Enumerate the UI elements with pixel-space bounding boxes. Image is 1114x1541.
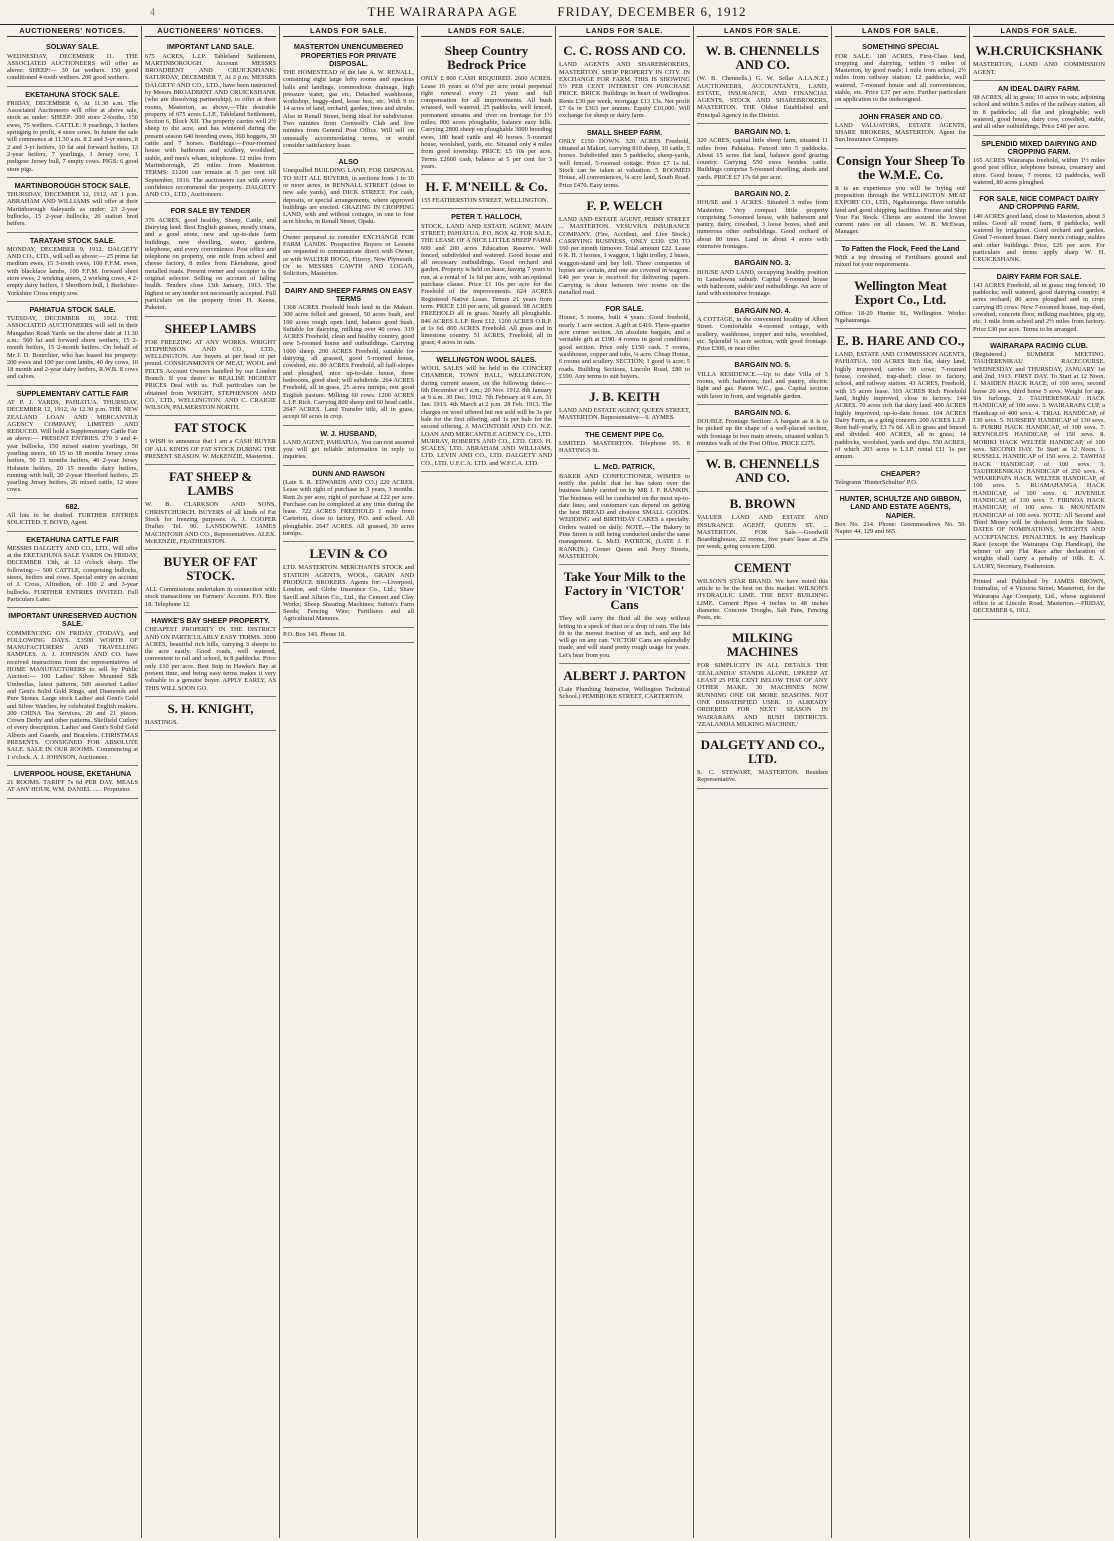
advertisement	[835, 109, 966, 149]
ad-title: WELLINGTON WOOL SALES.	[436, 354, 537, 364]
ad-body: LAND VALUATORS, ESTATE AGENTS, SHARE BROKERS, MASTERTON. Agent for Sun Insurance Company.	[835, 121, 966, 144]
ad-title: BARGAIN NO. 1.	[734, 127, 791, 137]
ad-body: All lots to be drafted. FURTHER ENTRIES SOLICITED. T. BOYD, Agent.	[7, 511, 138, 527]
advertisement	[697, 405, 828, 452]
ad-body: A COTTAGE, in the convenient locality of Albert Street. Comfortable 4-roomed cottage, with scullery, washhouse, copper and tubs, woodshed, etc. Splendid ¼ acre section, with good frontage. Price £300, or near offer.	[697, 315, 828, 353]
ad-body: (Registered.) SUMMER MEETING. TAUHERENIKAU RACECOURSE. WEDNESDAY and THURSDAY, JANUARY 1st and 2nd, 1913. FIRST DAY. To Start at 12 Noon. 1. MAIDEN HACK RACE, of 100 sovs, second horse 20 sovs, third horse 5 sovs. Weight for age. Six furlongs. 2. TAUHERENIKAU HACK HANDICAP, of 100 sovs. 3. WAIRARAPA CUP, a Handicap of 400 sovs. 4. TRIAL HANDICAP, of 130 sovs. 5. NURSERY HANDICAP of 130 sovs. 6. PURIRI HACK HANDICAP, of 100 sovs. 7. REYNOLD'S HANDICAP, of 150 sovs. 8. MORIKI HACK WELTER HANDICAP, of 100 sovs. SECOND DAY. To Start at 12 Noon. 1. RUSSELL HANDICAP of 150 sovs. 2. TAWHAI HACK HANDICAP, of 100 sovs. 3. TAUHERENIKAU HANDICAP of 250 sovs. 4. WHAREPAPA HACK WELTER HANDICAP, of 100 sovs. 5. RUAMAHANGA HACK HANDICAP, of 100 sovs. 6. JUVENILE HANDICAP, of 130 sovs. 7. FIRINOA HACK HANDICAP, of 100 sovs. 8. MOUNTAIN HANDICAP of 100 sovs. NOTE: All Second and Third Money will be deducted from the Stakes. DATES OF NOMINATIONS, WEIGHTS AND ACCEPTANCES. PENALTIES. In any Handicap Race (except the Wairarapa Cup Handicap), the winner of any Flat Race after declaration of weights shall carry a penalty of 10lb. E. A. LAURY, Secretary, Featherston.	[973, 351, 1105, 570]
ad-body: 675 ACRES, L.I.P. Tableland Settlement, MARTINBOROUGH. Account MESSRS BROADBENT AND CRUICKSHANK: SATURDAY, DECEMBER 7, At 2 p.m. MESSRS DALGETY AND CO., LTD., have been instructed by Messrs BROADBENT AND CRUICKSHANK (who are dissolving partnership), to offer at their rooms, Masterton, as above,—This desirable property of 675 acres L.I.P., Tableland Settlement, Section 6, Block XII. The property carries well 2½ sheep to the acre, and has wintered during the present season 640 breeding ewes, 360 hoggets, 30 cattle and 7 horses. Buildings:—Four-roomed house with bathroom and scullery, woolshed, stable, and men's whare, telephone. 12 miles from Martinborough, 25 miles from Masterton. TERMS: £1200 can remain at 5 per cent till September, 1916. The auctioneers can with every confidence recommend the property. DALGETY AND CO., LTD., Auctioneers.	[145, 52, 276, 199]
ad-body: Printed and Published by JAMES BROWN, Journalist, of 4 Victoria Street, Masterton, for the Wairarapa Age Company, Ltd., whose registered office is at Lincoln Road, Masterton.—FRIDAY, DECEMBER 6, 1912.	[973, 578, 1105, 615]
advertisement	[697, 255, 828, 302]
ad-body: S. C. STEWART, MASTERTON. Resident Representative.	[697, 769, 828, 784]
ad-body: 21 ROOMS. TARIFF 7s 6d PER DAY. MEALS AT ANY HOUR. WM. DANIEL ...... Proprietor.	[7, 779, 138, 794]
ad-body: VILLA RESIDENCE.—Up to date Villa of 5 rooms, with bathroom, fuel and pantry, electric light and gas. Patent W.C., gas. Capital section with lawn in front, and vegetable garden.	[697, 370, 828, 400]
ad-body: (Late Plumbing Instructor, Wellington Technical School.) PEMBROKE STREET, CARTERTON.	[559, 686, 690, 701]
advertisement	[559, 565, 690, 664]
issue-date: FRIDAY, DECEMBER 6, 1912	[557, 4, 747, 19]
ad-body: P.O. Box 143. Phone 18.	[283, 630, 346, 638]
advertisement	[697, 626, 828, 733]
advertisement	[421, 352, 552, 472]
ad-body: HOUSE and 1 ACRES: Situated 3 miles from Masterton. Very compact little property comprising 5-roomed house, with bathroom and pantry, dairy, cowshed, 3 loose boxes, shed and numerous other outbuildings. Good orchard of about 80 trees. Land in about 4 acres with extensive frontages.	[697, 199, 828, 251]
column-header: LANDS FOR SALE.	[835, 26, 966, 37]
column-3	[280, 26, 418, 1538]
ad-body: AT P. J. YARDS, PAHIATUA. THURSDAY, DECEMBER 12, 1912, At 12.30 p.m. THE NEW ZEALAND LOAN AND MERCANTILE AGENCY COMPANY, LIMITED AND REDUCED. Will hold a Supplementary Cattle Fair as above:— PRESENT ENTRIES. 270 3 and 4-year bullocks, 150 mixed station yearlings, 50 yearling steers, 60 15 to 18 months Jersey cross heifers, 50 15 months heifers, 40 2-year Jersey Holstein heifers, 20 15 months dairy heifers, running with bull, 20 2-year Hereford heifers, 25 yearling Jersey heifers, 26 mixed cattle, 12 store cows.	[7, 398, 138, 494]
advertisement	[7, 39, 138, 86]
advertisement	[7, 386, 138, 499]
advertisement	[697, 733, 828, 789]
ad-title: FAT STOCK	[174, 420, 247, 436]
ad-title: S. H. KNIGHT,	[167, 700, 254, 716]
ad-body: LIMITED. MASTERTON. Telephone 95. 8 HASTINGS St.	[559, 439, 690, 455]
column-header: AUCTIONEERS' NOTICES.	[7, 26, 138, 37]
ad-body: LAND, ESTATE AND COMMISSION AGENTS, PAHIATUA. 100 ACRES Rich flat, dairy land, highly improved, carries 30 cows; 7-roomed house, cowshed, trap-shed; close to factory, school, and railway station. 43 ACRES, Freehold, with 15 acres lease. 103 ACRES Rich Freehold land, highly improved, close to factory. 144 ACRES. 70 acres rich flat dairy land. 400 ACRES highly improved, up-to-date house. 104 ACRES Dairy Farm, as a going concern. 200 ACRES L.I.P. Rent half-yearly, £3 7s 6d. All in grass and fenced and divided. 400 ACRES, all in grass; 14 paddocks, woolshed, yards and dips. 550 ACRES, of which 203 acres is L.I.P. rental £11 1s per annum.	[835, 351, 966, 461]
ad-body: MONDAY, DECEMBER 9, 1912. DALGETY AND CO., LTD., will sell as above:— 25 prime fat medium ewes, 15 3-tooth ewes, 100 F.F.M. ewes, with blackface lambs, 100 F.F.M. forward short store ewes, 2 working steers, 2 working cows, 4 2-empty dairy heifers, 1 Shorthorn bull, 1 Berkshire-Yorkshire Cross empty sow.	[7, 245, 138, 297]
ad-title: SPLENDID MIXED DAIRYING AND CROPPING FARM.	[981, 138, 1097, 156]
ad-body: (Late S. R. EDWARDS AND CO.) 220 ACRES. Lease with right of purchase in 3 years, 3 months. Rent 2s per acre, right of purchase at £22 per acre. Purchase can be completed at any time during the lease. 722 ACRES FREEHOLD 1 mile from Carterton, close to factory, P.O. and school. All ploughable. 2647 ACRES. All grassed, 30 acres turnips.	[283, 478, 414, 538]
advertisement	[283, 39, 414, 154]
ad-title: SUPPLEMENTARY CATTLE FAIR	[16, 388, 129, 398]
ad-title: THE CEMENT PIPE Co.	[585, 429, 664, 439]
column-header: LANDS FOR SALE.	[559, 26, 690, 37]
ad-body: Owner prepared to consider EXCHANGE FOR FARM LANDS. Prospective Buyers or Lessees are requested to communicate direct with Owner, or with WALTER HOGG, Fitzroy, New Plymouth. Or to MESSRS CAWTH AND LOGAN, Solicitors, Masterton.	[283, 233, 414, 278]
ad-title: Take Your Milk to the Factory in 'VICTOR' Cans	[563, 569, 686, 613]
advertisement	[7, 233, 138, 302]
ad-body: 98 ACRES, all in grass; 10 acres in oats; adjoining school and within 5 miles of the railway station, all in 8 paddocks; all flat and ploughable; well watered, good house, dairy cow, cowshed, stable, and all other outbuildings. Price £48 per acre.	[973, 94, 1105, 131]
ad-body: MASTERTON, LAND AND COMMISSION AGENT.	[973, 61, 1105, 76]
ad-body: HASTINGS.	[145, 718, 179, 726]
ad-title: BUYER OF FAT STOCK.	[163, 554, 258, 584]
ad-title: EKETAHUNA STOCK SALE.	[25, 89, 120, 99]
ad-title: Consign Your Sheep To the W.M.E. Co.	[836, 152, 965, 182]
ad-body: THURSDAY, DECEMBER 12, 1912, AT 1 p.m. ABRAHAM AND WILLIAMS will offer at their Martinborough Saleyards as under: 23 2-year bullocks, 15 2-year bullocks, 20 station bred heifers.	[7, 191, 138, 228]
ad-body: 1368 ACRES Freehold bush land in the Makuri. 300 acres felled and grassed, 50 acres bush, and 100 acres rough open land, balance good bush. Suitable for dairying, milking over 40 cows. 319 ACRES Freehold, clean and healthy country, good new 5-roomed house and outbuildings. Carrying 1000 sheep. 200 ACRES Freehold, suitable for dairying, all grassed, good 5-roomed house, cowshed, etc. 80 ACRES Freehold, all half-slopes and ploughed, nice up-to-date house, three bedrooms, good shed; will subdivide. 264 ACRES Freehold, all in grass, 25 acres turnips, rest good English pasture. Milking 60 cows. 1200 ACRES L.I.P. Rich. Carrying 800 sheep and 60 head cattle. 2647 ACRES. Land Transfer title, all in grass, accept 60 acres in crop.	[283, 303, 414, 421]
ad-title: BARGAIN NO. 2.	[734, 189, 791, 199]
ad-title: W. J. HUSBAND,	[320, 428, 377, 438]
column-8	[970, 26, 1108, 1538]
ad-title: HAWKE'S BAY SHEEP PROPERTY.	[151, 616, 270, 626]
column-header: LANDS FOR SALE.	[697, 26, 828, 37]
ad-body: MESSRS DALGETY AND CO., LTD., Will offer at the EKETAHUNA SALE YARDS On FRIDAY, DECEMBER 13th, at 12 o'clock sharp. The following:— 500 CATTLE, comprising bullocks, steers, heifers and cows. Special entry on account of J. Cross, Alfredton, of: 100 2 and 3-year bullocks. FURTHER ENTRIES INVITED. Full Particulars Later.	[7, 544, 138, 603]
ad-title: 682.	[65, 501, 80, 511]
advertisement	[559, 385, 690, 427]
advertisement	[835, 149, 966, 241]
ad-body: Office: 18-20 Hunter St., Wellington. Works: Ngahauranga.	[835, 309, 966, 324]
advertisement	[283, 426, 414, 466]
ad-body: 143 ACRES Freehold, all in grass; ring fenced; 10 paddocks; well watered, good dairying country; 4 acres orchard; 80 acres ploughed and in crop; carrying 85 cows. New 7-roomed house, trap-shed, cowshed, concrete floor, milking machines, pig sty, etc. 1 mile from school and 2½ miles from factory. Price £30 per acre. Terms to be arranged.	[973, 281, 1105, 333]
column-4	[418, 26, 556, 1538]
ad-body: BAKER AND CONFECTIONER, WISHES to notify the public that he has taken over the business lately carried on by MR J. F. RANKIN. The business will be conducted on the most up-to-date lines, and customers can depend on getting the best BREAD and choicest SMALL GOODS. WEDDING and BIRTHDAY CAKES a specialty. Orders waited on daily. NOTE.—The Bakery in Pine Street is still being conducted under the same management. L. McD. PATRICK, (LATE J. F. RANKIN.) Corner Queen and Perry Streets, MASTERTON.	[559, 472, 690, 560]
ad-title: F. P. WELCH	[586, 197, 663, 213]
ad-body: It is an experience you will be 'trying out' proposition through the WELLINGTON MEAT EXPORT CO., LTD., Ngahauranga. Have suitable land and good shipping facilities. Freeze and Ship Your Fat Stock. Clients are assured the lowest current rates on all classes. W. B. McEwan, Manager.	[835, 184, 966, 236]
advertisement	[283, 466, 414, 543]
ad-body: LAND AND ESTATE AGENT, QUEEN STREET, MASTERTON. Representative—S. AYMES.	[559, 407, 690, 422]
ad-title: MARTINBOROUGH STOCK SALE.	[14, 180, 131, 190]
column-header: AUCTIONEERS' NOTICES.	[145, 26, 276, 37]
advertisement	[697, 303, 828, 358]
ad-title: BARGAIN NO. 3.	[734, 258, 791, 268]
ad-title: SOLWAY SALE.	[45, 42, 100, 52]
advertisement	[697, 39, 828, 124]
ad-body: LAND AND ESTATE AGENT, PERRY STREET ... MASTERTON. VESUVIUS INSURANCE COMPANY. (Fire, Accident, and Live Stock.) CARRYING BUSINESS, ONLY £330. £50 TO £60 per month turnover. Total amount £22. Lease 6 R. H. 3 horses, 1 waggon, 1 light trolley, 2 buses, waggon-stand and bay loft. Three companies of horses are certain, and one are covered in wagons. £40 per year is received for delivering papers. Carrying is done between two towns on the metalled road.	[559, 215, 690, 296]
masthead	[0, 0, 1114, 25]
ad-body: WOOL SALES will be held in the CONCERT CHAMBER, TOWN HALL, WELLINGTON, during current season, on the following dates:— 6th December at 9 a.m.; 20 Nov. 1912. 8th January at 9 a.m. 30 Dec. 1912. 7th February at 9 a.m. 31 Jan. 1913. 4th March at 2 p.m. 28 Feb. 1913. The charges on wool offered but not sold will be 3s per bale for the first offering, and 1s per bale for the second offering. J. MACINTOSH AND CO. N.Z. LOAN AND MERCANTILE AGENCY Co., LTD. MURRAY, ROBERTS AND CO., LTD. GEO. H. SCALES, LTD. ABRAHAM AND WILLIAMS, LTD. LEVIN AND CO., LTD. DALGETY AND CO., LTD. U.F.C.A. LTD. and W.F.C.A. LTD.	[421, 364, 552, 467]
advertisement	[7, 608, 138, 766]
advertisement	[283, 154, 414, 231]
ad-body: Telegrams 'HunterSchultze' P.O.	[835, 478, 918, 486]
column-5	[556, 26, 694, 1538]
ad-title: DAIRY AND SHEEP FARMS ON EASY TERMS	[284, 285, 412, 303]
ad-title: L. McD. PATRICK,	[594, 462, 655, 472]
advertisement	[697, 556, 828, 627]
ad-body: FOR SALE. 180 ACRES, First-Class land, cropping and dairying, within 5 miles of Masterton, by good roads; 1 mile from school, 2½ miles from railway station; 12 paddocks, well watered, 7-roomed house and all conveniences, stable, etc. Price £37 per acre. Further particulars on application to the undersigned.	[835, 52, 966, 104]
page-number: 4	[150, 6, 156, 18]
advertisement	[835, 329, 966, 465]
ad-body: STOCK, LAND AND ESTATE AGENT, MAIN STREET, PAHIATUA. P.O. BOX 42. FOR SALE, THE LEASE OF A NICE LITTLE SHEEP FARM. 600 and 200 acres Education Reserve. Well fenced, subdivided and watered. Good house and all necessary outbuildings. Good orchard and garden. Property is held on lease, having 7 years to run, at a rental of 1s 6d per acre, with an optional purchase clause. Price £1 10s per acre for the Freehold of the improvements. 624 ACRES Registered Native Lease. Tenure 21 years from term. PRICE £10 per acre, all grassed. 98 ACRES FREEHOLD all in grass. Nearly all ploughable. 846 ACRES L.I.P. Rent £12. 1200 ACRES O.R.P. at 1s 6d. 800 ACRES Freehold. All grass and in limestone country. 51 ACRES, Freehold, all in grass; 4 acres in oats.	[421, 222, 552, 347]
advertisement	[283, 231, 414, 283]
ad-body: With a top dressing of Fertilisers ground and mixed for your requirements.	[835, 253, 966, 269]
advertisement	[697, 124, 828, 186]
advertisement	[7, 178, 138, 233]
advertisement	[973, 269, 1105, 338]
advertisement	[973, 575, 1105, 619]
ad-body: FOR SIMPLICITY IN ALL DETAILS THE 'ZEALANDIA' STANDS ALONE. UPKEEP AT LEAST 25 PER CENT BELOW THAT OF ANY OTHER MAKE. 30 MACHINES NOW RUNNING ONE OR MORE SEASONS. NOT ONE DISSATISFIED USER. 15 ALREADY ORDERED FOR NEXT SEASON IN WAIRARAPA AND BUSH DISTRICTS. 'ZEALANDIA MILKING MACHINE.'	[697, 662, 828, 728]
ad-body: W. B. CLARKSON AND SONS, CHRISTCHURCH. BUYERS of all kinds of Fat Stock for freezing purposes. A. J. COOPER Drafter. Tel. 90. LANSDOWNE. JAMES MACINTOSH AND CO., Representatives. ALEX. McKENZIE, FEATHERSTON.	[145, 501, 276, 545]
advertisement	[973, 39, 1105, 81]
ad-title: FOR SALE.	[605, 304, 644, 314]
column-header: LANDS FOR SALE.	[973, 26, 1105, 37]
ad-title: TARATAHI STOCK SALE.	[29, 235, 116, 245]
advertisement	[835, 466, 966, 492]
ad-body: HOUSE AND LAND, occupying healthy position in Lansdowne suburb. Capital 6-roomed house with bathroom, stable and outbuildings. An acre of land with extensive frontage.	[697, 268, 828, 298]
advertisement	[145, 465, 276, 550]
column-1	[4, 26, 142, 1538]
ad-body: VALUER LAND AND ESTATE AND INSURANCE AGENT, QUEEN ST. ... MASTERTON. FOR Sale.—Goodwill Boardinghouse, 22 rooms, five years' lease at 25s per week, going concern £200.	[697, 514, 828, 551]
ad-title: EKETAHUNA CATTLE FAIR	[26, 534, 119, 544]
advertisement	[145, 697, 276, 731]
advertisement	[145, 416, 276, 465]
ad-body: LTD. MASTERTON. MERCHANTS STOCK and STATION AGENTS, WOOL, GRAIN AND PRODUCE BROKERS. Agents for:—Liverpool, London, and Globe Insurance Co., Ltd.; Shaw Savill and Albion Co., Ltd., the Cement and Clay Works; Sheep Shearing Machines; Sutton's Farm Seeds; Fencing Wire; Fertilisers and all Agricultural Manures.	[283, 564, 414, 623]
advertisement	[145, 317, 276, 417]
ad-title: IMPORTANT LAND SALE.	[166, 42, 255, 52]
ad-title: B. BROWN	[729, 496, 796, 512]
advertisement	[283, 542, 414, 627]
advertisement	[421, 209, 552, 351]
ad-title: HUNTER, SCHULTZE AND GIBBON, LAND AND ESTATE AGENTS, NAPIER.	[839, 494, 962, 520]
advertisement	[7, 87, 138, 178]
advertisement	[145, 550, 276, 613]
ad-body: Unequalled BUILDING LAND, FOR DISPOSAL TO SUIT ALL BUYERS, in sections from 1 to 10 or more acres, in RENNALL STREET (close to new sale yards), and DICK STREET. For cash, deposits, or special arrangements, where approved buildings are erected. GRAZING IN CROPPING LAND, with and without cottages, in one to four acre blocks, in Renall Street, Opaki.	[283, 167, 414, 226]
advertisement	[973, 191, 1105, 268]
ad-title: LEVIN & CO	[309, 546, 388, 562]
advertisement	[559, 39, 690, 124]
ad-body: FOR FREEZING AT ANY WORKS. WRIGHT STEPHENSON AND CO., LTD., WELLINGTON. Are buyers at per head or per pound. CONSIGNMENTS OF MEAT, WOOL and PELTS Account Owners handled by our London Branch. If you desire to REALISE HIGHEST PRICES Deal with us. Full particulars can be obtained from WRIGHT, STEPHENSON AND CO., LTD., WELLINGTON. AND C. CRAIGIE WILSON, PALMERSTON NORTH.	[145, 338, 276, 412]
column-7	[832, 26, 970, 1538]
ad-body: ONLY £ 800 CASH REQUIRED. 2600 ACRES. Lease 16 years at 6½d per acre rental perpetual right renewal every 21 years and full compensation for all improvements. All bush wrassed, well watered, 25 paddocks, well fenced, permanent streams and river on frontage for 1½ miles; 800 acres ploughable, balance easy hills. Carrying 2800 sheep on ploughable 3000 breeding ewes, 180 head cattle and 40 horses. 5-roomed house, woolshed, yards, etc. Situated only 4 miles from good township. PRICE: £5 10s per acre. Terms £2600 cash, balance at 5 per cent for 3 years.	[421, 75, 552, 170]
ad-body: THE HOMESTEAD of the late A. W. RENALL, containing eight large lofty rooms and spacious halls and landings, commodious drainage, high pressure water, gas etc. Detached washhouse, workshop, buggy-shed, loose box, etc. With 9 to 14 acres of land, orchard, garden, trees and shrubs. Also in Renall Street, being ideal for subdivision. Two minutes from Cornwell's Club and five minutes from General Post Office. Will sell on unusually accommodating terms, or would consider satisfactory lease.	[283, 68, 414, 149]
advertisement	[145, 613, 276, 697]
ad-title: To Fatten the Flock, Feed the Land	[841, 243, 960, 253]
column-6	[694, 26, 832, 1538]
advertisement	[145, 203, 276, 316]
advertisement	[973, 338, 1105, 575]
ad-body: CHEAPEST PROPERTY IN THE DISTRICT AND ON PARTICULARLY EASY TERMS. 3000 ACRES, beautiful rich hills, carrying 3 sheeps to the acre easily. Good roads, well watered, convenient to rail and school, in 8 paddocks. Price only £10 per acre. Best Snip in Hawke's Bay at present time, and being easy terms makes it very valuable to a genuine buyer. APPLY EARLY, AS THIS WILL SOON GO.	[145, 626, 276, 692]
advertisement	[835, 39, 966, 108]
ad-body: 320 ACRES, capital little sheep farm, situated 11 miles from Pahiatua. Fenced into 5 paddocks. About 15 acres flat land, balance good grazing country. Carrying 550 ewes besides cattle. Buildings comprise 5-roomed dwelling, sheds and yards. PRICE £7 17s 6d per acre.	[697, 137, 828, 181]
ad-body: DOUBLE Frontage Section: A bargain as it is to be picked up the shape of a well-placed section, with frontage to two main streets, situated within 5 minutes walk of the Post Office. PRICE £275.	[697, 418, 828, 447]
ad-title: DUNN AND RAWSON	[312, 468, 385, 478]
advertisement	[697, 357, 828, 404]
ad-title: BARGAIN NO. 4.	[734, 305, 791, 315]
newspaper-title: THE WAIRARAPA AGE	[367, 4, 518, 19]
ad-title: FOR SALE, NICE COMPACT DAIRY AND CROPPING FARM.	[979, 194, 1099, 212]
ad-body: LAND AGENTS AND SHAREBROKERS, MASTERTON. SHOP PROPERTY IN CITY. IN EXCHANGE FOR FARM. THIS IS SHOWING 5½ PER CENT INTEREST ON PURCHASE PRICE. BRICK Buildings in heart of Wellington. Rents £30 per week, mortgage £13 13s. Net profit £7 6s or £363 per annum. Equity £10,000. Will exchange for sheep or dairy farm.	[559, 61, 690, 120]
ad-title: FAT SHEEP & LAMBS	[168, 469, 253, 499]
advertisement	[145, 39, 276, 203]
ad-title: PETER T. HALLOCH,	[451, 212, 522, 222]
ad-title: LIVERPOOL HOUSE, EKETAHUNA	[13, 768, 132, 778]
column-header: LANDS FOR SALE.	[421, 26, 552, 37]
column-header: LANDS FOR SALE.	[283, 26, 414, 37]
column-2	[142, 26, 280, 1538]
ad-title: PAHIATUA STOCK SALE.	[29, 304, 116, 314]
advertisement	[697, 492, 828, 555]
advertisement	[973, 81, 1105, 136]
advertisement	[973, 136, 1105, 192]
ad-body: 155 FEATHERSTON STREET, WELLINGTON.	[421, 197, 549, 205]
ad-body: House, 5 rooms, built 4 years. Good freehold, nearly 1 acre section. A gift at £410. Three-quarter acre corner section. An absolute bargain, and a veritable gift at £190. 4 rooms in good condition; good section. Price only £150 cash. 7 rooms, washhouse, copper and tubs, ¼ acre. Cheap House, 6 rooms and scullery. SECTION; 1 good ¼ acre; 5 roads. Building Sections, Lincoln Road, £80 to £100. Any terms to suit buyers.	[559, 314, 690, 380]
ad-title: MASTERTON UNENCUMBERED PROPERTIES FOR PRIVATE DISPOSAL.	[293, 42, 404, 68]
advertisement	[7, 766, 138, 799]
advertisement	[7, 302, 138, 386]
ad-title: E. B. HARE AND CO.,	[836, 333, 965, 349]
advertisement	[835, 274, 966, 330]
ad-body: WILSON'S STAR BRAND. We have noted this article to be the best on this market. WILSON'S HYDRAULIC LIME. THE BEST BUILDING LIME. Cement Pipes 4 inches to 48 inches diameter. Concrete Troughs, Salt Pans, Fencing Posts, etc.	[697, 577, 828, 622]
advertisement	[559, 664, 690, 706]
advertisement	[7, 499, 138, 532]
ad-title: J. B. KEITH	[589, 389, 660, 405]
ad-body: 165 ACRES Wairarapa freehold, within 1½ miles good post office, telephone bureau, creamery and store. Good house, 7 rooms; 12 paddocks, well watered, 80 acres ploughed.	[973, 156, 1105, 186]
ad-title: W.H.CRUICKSHANK	[975, 43, 1103, 59]
ad-body: ALL Commissions undertaken in connection with stock transactions on Farmers' Account. P.O. Box 18. Telephone 12.	[145, 586, 276, 608]
ad-body: I WISH to announce that I am a CASH BUYER OF ALL KINDS OF FAT STOCK DURING THE PRESENT SEASON. W. McKENZIE, Masterton.	[145, 438, 276, 461]
advertisement	[697, 186, 828, 255]
advertisement	[283, 283, 414, 426]
ad-title: BARGAIN NO. 5.	[734, 360, 791, 370]
ad-body: COMMENCING ON FRIDAY (TODAY), and FOLLOWING DAYS. £3500 WORTH OF MANUFACTURERS' AND TRAVELLING SAMPLES. A. J. JOHNSON AND CO. have received instructions from the representatives of HOME MANUFACTURERS to sell by Public Auction:— 100 Ladies' Silver Mounted Silk Umbrellas, latest patterns, 500 assorted Ladies' and Gent's Solid Gold Rings, and Diamonds and Pure Stones. Large stock Ladies' and Gent's Gold and Silver Watches, by celebrated English makers. 200 CHINA Tea Services, 20 and 21 pieces. Crown Derby and other patterns. Sheffield Cutlery of every description. Ladies' and Gent's Solid Gold Alberts and Guards, and Bracelets. CHRISTMAS PRESENTS. CONSIGNED FOR ABSOLUTE SALE. SALE IN OUR ROOMS. Commencing at 1 o'clock. A. J. JOHNSON, Auctioneer.	[7, 629, 138, 761]
ad-title: SMALL SHEEP FARM.	[586, 127, 663, 137]
ad-title: W. B. CHENNELLS AND CO.	[705, 43, 820, 73]
ad-title: MILKING MACHINES	[726, 630, 799, 660]
ad-title: W. B. CHENNELLS AND CO.	[705, 456, 820, 486]
ad-body: FRIDAY, DECEMBER 6, At 11.30 a.m. The Associated Auctioneers will offer at above sale, stock as under: SHEEP: 200 store 2-tooths, 150 ewes, 75 wethers. CATTLE: 9 yearlings, 3 heifers springing to profit, 4 store cows. In future the sale will commence at 11.30 a.m. 8 2 and 3-yr steers, 8 2 and 3-yr heifers, 10 fat and forward heifers, 13 2-year heifers, 7 yearlings, 1 Jersey cow, 1 pedigree Jersey bull, 7 empty cows. PIGS: 6 good store pigs.	[7, 99, 138, 173]
advertisement	[559, 194, 690, 301]
ad-title: H. F. M'NEILL & Co.	[425, 179, 548, 195]
advertisement	[559, 301, 690, 385]
ad-title: ALBERT J. PARTON	[563, 668, 686, 684]
ad-title: AN IDEAL DAIRY FARM.	[997, 83, 1081, 93]
ad-title: IMPORTANT UNRESERVED AUCTION SALE.	[8, 611, 137, 629]
advertisement	[7, 532, 138, 609]
ad-body: TUESDAY, DECEMBER 10, 1912. THE ASSOCIATED AUCTIONEERS will sell in their Mangahao Road Yards on the above date at 11.30 a.m.: 560 fat and forward shorn wethers, 15 2-month heifers, 15 2-month heifers. On behalf of Mr J. D. Bourchier, who has leased his property: 200 ewes and 100 per cent lambs, 40 dry cows, 10 18 month and 2-year dairy heifers, R.W.B. 8 cows and calves.	[7, 315, 138, 381]
ad-title: CHEAPER?	[880, 468, 921, 478]
ad-title: JOHN FRASER AND CO.	[858, 111, 943, 121]
ad-body: ONLY £150 DOWN. 320 ACRES Freehold, situated at Makuri, carrying 810 sheep, 10 cattle, 5 horses. Subdivided into 5 paddocks, sheep-yards, well fenced, 5-roomed cottage. Price £7 1s 6d. Stock can be taken at valuation. 5 ROOMED House, all conveniences, ¼ acre land, South Road. Price £470. Easy terms.	[559, 137, 690, 189]
ad-title: Sheep Country Bedrock Price	[444, 43, 529, 73]
advertisement	[559, 427, 690, 460]
ad-title: ALSO	[338, 157, 359, 167]
ad-title: DAIRY FARM FOR SALE.	[996, 271, 1082, 281]
ad-title: SHEEP LAMBS	[164, 320, 257, 336]
ad-body: (W. B. Chennells.) G. W. Sellar A.I.A.N.Z.) AUCTIONEERS, ACCOUNTANTS, LAND, ESTATE, INSURANCE, AND FINANCIAL AGENTS, STOCK AND SHAREBROKERS, MASTERTON. THE Oldest Established and Principal Agency in the District.	[697, 75, 828, 119]
ad-title: BARGAIN NO. 6.	[734, 407, 791, 417]
page-columns	[4, 26, 1110, 1538]
advertisement	[559, 459, 690, 565]
advertisement	[835, 241, 966, 274]
ad-body: They will carry the fluid all the way without letting in a speck of dust or a drop of rain. The lids fit to the merest fraction of an inch, and any lid will go on any can. 'VICTOR' Cans are splendidly made, and will stand pretty rough usage for years. Let's hear from you.	[559, 615, 690, 659]
ad-title: SOMETHING SPECIAL	[862, 42, 939, 52]
ad-body: 376 ACRES, good healthy, Sheep, Cattle, and Dairying land. Best English grasses, mostly totara, and a good stone, new and up-to-date farm buildings, new dwelling, water, gardens, telephone, and every convenience. Post office and telephone on property, one mile from school and cheese factory, 8 miles from Eketahuna, good metalled roads. Present owner and occupier is the original selector. Selling on account of failing health. Tenders close 13th January, 1913. The highest or any tender not necessarily accepted. Full particulars on the property from H. Keene, Puketoi.	[145, 216, 276, 312]
ad-title: DALGETY AND CO., LTD.	[700, 737, 825, 767]
ad-body: 140 ACRES good land, close to Masterton, about 3 miles. Good all round farm, 8 paddocks, well watered by irrigation. Good orchard and garden. Good 7-roomed house. Dairy men's cottage, stables and other buildings. Price, £26 per acre. For particulars and terms apply sharp W. H. CRUICKSHANK.	[973, 212, 1105, 264]
ad-body: Box No. 214. Phone: Greenmeadows No. 50. Napier 44, 129 and 665.	[835, 520, 966, 535]
advertisement	[421, 175, 552, 209]
ad-title: CEMENT	[733, 559, 792, 575]
ad-title: WAIRARAPA RACING CLUB.	[990, 340, 1088, 350]
advertisement	[835, 491, 966, 540]
ad-title: C. C. ROSS AND CO.	[563, 43, 686, 59]
ad-title: Wellington Meat Export Co., Ltd.	[854, 277, 947, 307]
ad-body: LAND AGENT, PAHIATUA. You can rest assured you will get reliable information in reply to inquiries.	[283, 438, 414, 461]
advertisement	[697, 452, 828, 492]
ad-title: FOR SALE BY TENDER	[170, 206, 251, 216]
ad-body: WEDNESDAY, DECEMBER 11. THE ASSOCIATED AUCTIONEERS will offer as above: SHEEP:— 30 fat wethers. 150 good conditioned 4-tooth wethers. 200 good wethers.	[7, 52, 138, 82]
advertisement	[283, 628, 414, 643]
advertisement	[421, 39, 552, 175]
advertisement	[559, 125, 690, 194]
